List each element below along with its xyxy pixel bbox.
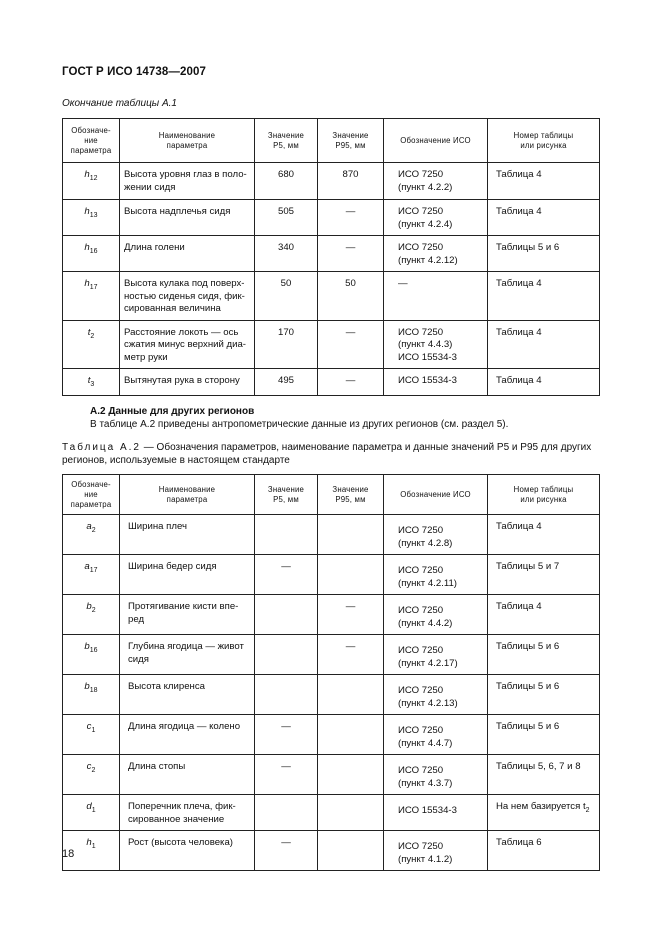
table2-caption-lead: Таблица А.2 — [62, 442, 141, 453]
param-iso: — — [384, 272, 488, 321]
param-p5 — [255, 595, 318, 635]
param-ref: Таблицы 5 и 6 — [488, 236, 600, 272]
symbol-letter: b — [84, 681, 90, 692]
param-iso: ИСО 7250 (пункт 4.2.8) — [384, 515, 488, 555]
symbol-subscript: 1 — [91, 806, 96, 814]
param-symbol — [63, 795, 120, 831]
table2-row — [63, 595, 600, 635]
symbol-subscript: 16 — [89, 247, 98, 255]
param-p5: — — [255, 555, 318, 595]
param-ref: Таблица 4 — [488, 595, 600, 635]
table1-body — [63, 163, 600, 396]
param-p95 — [318, 715, 384, 755]
param-symbol — [63, 163, 120, 200]
param-p95: — — [318, 369, 384, 396]
symbol-letter: a — [84, 561, 90, 572]
param-name: Глубина ягодица — живот сидя — [120, 635, 255, 675]
param-symbol — [63, 236, 120, 272]
symbol-letter: h — [84, 206, 90, 217]
param-p5: — — [255, 831, 318, 871]
param-name: Высота надплечья сидя — [120, 200, 255, 236]
table1-header-col-p95: Значение Р95, мм — [318, 119, 384, 163]
param-name: Поперечник плеча, фик- сированное значение — [120, 795, 255, 831]
param-name: Протягивание кисти впе- ред — [120, 595, 255, 635]
table2-row — [63, 675, 600, 715]
symbol-letter: a — [86, 521, 92, 532]
symbol-letter: t — [87, 375, 91, 386]
param-p5 — [255, 515, 318, 555]
table2-row — [63, 555, 600, 595]
param-p95 — [318, 795, 384, 831]
param-p5: 340 — [255, 236, 318, 272]
param-p5 — [255, 675, 318, 715]
param-iso: ИСО 7250 (пункт 4.2.13) — [384, 675, 488, 715]
param-name: Длина голени — [120, 236, 255, 272]
table2-header-col-iso: Обозначение ИСО — [384, 475, 488, 515]
param-p95: — — [318, 236, 384, 272]
param-ref: Таблица 4 — [488, 369, 600, 396]
param-iso: ИСО 15534-3 — [384, 795, 488, 831]
param-p5: 495 — [255, 369, 318, 396]
param-iso: ИСО 7250 (пункт 4.4.7) — [384, 715, 488, 755]
param-iso: ИСО 7250 (пункт 4.2.17) — [384, 635, 488, 675]
param-name: Длина стопы — [120, 755, 255, 795]
table1-caption: Окончание таблицы А.1 — [62, 98, 177, 109]
table2-caption-text: — Обозначения параметров, наименование параметра и данные значений Р5 и Р95 для других регионов, используемые в настоящем стандарте — [62, 442, 592, 466]
table2-header-col-p95: Значение Р95, мм — [318, 475, 384, 515]
param-iso: ИСО 7250 (пункт 4.2.2) — [384, 163, 488, 200]
symbol-subscript: 16 — [89, 646, 98, 654]
param-name: Высота уровня глаз в поло- жении сидя — [120, 163, 255, 200]
table2-caption — [62, 441, 602, 467]
param-ref: Таблица 4 — [488, 272, 600, 321]
param-symbol — [63, 755, 120, 795]
param-symbol — [63, 369, 120, 396]
table1-row — [63, 369, 600, 396]
param-symbol — [63, 555, 120, 595]
param-name: Ширина плеч — [120, 515, 255, 555]
param-symbol — [63, 515, 120, 555]
param-p5: — — [255, 715, 318, 755]
symbol-letter: h — [84, 169, 90, 180]
ref-subscript: 2 — [585, 806, 590, 814]
symbol-letter: c — [86, 721, 92, 732]
param-ref: Таблицы 5 и 6 — [488, 635, 600, 675]
symbol-letter: h — [84, 278, 90, 289]
section-text: В таблице А.2 приведены антропометрические данные из других регионов (см. раздел 5). — [90, 419, 509, 430]
param-symbol — [63, 635, 120, 675]
table1-header-col-symbol: Обозначе- ние параметра — [63, 119, 120, 163]
param-p95: — — [318, 595, 384, 635]
table-a1-end — [62, 118, 600, 396]
param-iso: ИСО 7250 (пункт 4.2.4) — [384, 200, 488, 236]
symbol-letter: c — [86, 761, 92, 772]
param-name: Вытянутая рука в сторону — [120, 369, 255, 396]
symbol-subscript: 2 — [91, 606, 96, 614]
param-p95 — [318, 675, 384, 715]
table2-row — [63, 755, 600, 795]
param-p95: — — [318, 635, 384, 675]
param-p5 — [255, 795, 318, 831]
table1-row — [63, 320, 600, 369]
param-ref: Таблица 4 — [488, 163, 600, 200]
param-ref: Таблица 6 — [488, 831, 600, 871]
param-ref: Таблица 4 — [488, 200, 600, 236]
symbol-subscript: 17 — [89, 566, 98, 574]
symbol-subscript: 17 — [89, 283, 98, 291]
symbol-subscript: 12 — [89, 174, 98, 182]
param-name: Длина ягодица — колено — [120, 715, 255, 755]
param-symbol — [63, 595, 120, 635]
param-ref: Таблицы 5 и 6 — [488, 715, 600, 755]
param-ref: Таблица 4 — [488, 320, 600, 369]
param-iso: ИСО 7250 (пункт 4.4.2) — [384, 595, 488, 635]
symbol-subscript: 2 — [91, 766, 96, 774]
table2-row — [63, 795, 600, 831]
symbol-subscript: 2 — [91, 526, 96, 534]
param-p5: — — [255, 755, 318, 795]
symbol-letter: t — [87, 326, 91, 338]
param-symbol — [63, 320, 120, 369]
symbol-letter: b — [86, 601, 92, 612]
symbol-subscript: 13 — [89, 211, 98, 219]
table1-header-row — [63, 119, 600, 163]
table2-header-col-symbol: Обозначе- ние параметра — [63, 475, 120, 515]
table2-row — [63, 515, 600, 555]
param-symbol — [63, 200, 120, 236]
table1-row — [63, 163, 600, 200]
param-p5: 50 — [255, 272, 318, 321]
param-p95: — — [318, 200, 384, 236]
table2-header-col-ref: Номер таблицы или рисунка — [488, 475, 600, 515]
param-symbol — [63, 272, 120, 321]
param-p95 — [318, 515, 384, 555]
param-p95: — — [318, 320, 384, 369]
symbol-letter: d — [86, 801, 92, 812]
symbol-subscript: 1 — [91, 842, 96, 850]
symbol-subscript: 2 — [90, 332, 95, 340]
param-name: Высота кулака под поверх- ностью сиденья сидя, фик- сированная величина — [120, 272, 255, 321]
param-iso: ИСО 7250 (пункт 4.3.7) — [384, 755, 488, 795]
param-p5: 680 — [255, 163, 318, 200]
param-p95: 50 — [318, 272, 384, 321]
symbol-letter: h — [84, 242, 90, 253]
param-iso: ИСО 7250 (пункт 4.1.2) — [384, 831, 488, 871]
table1-row — [63, 236, 600, 272]
param-ref: Таблицы 5 и 6 — [488, 675, 600, 715]
param-iso: ИСО 7250 (пункт 4.4.3) ИСО 15534-3 — [384, 320, 488, 369]
param-iso: ИСО 7250 (пункт 4.2.11) — [384, 555, 488, 595]
symbol-subscript: 1 — [91, 726, 96, 734]
table2-row — [63, 715, 600, 755]
symbol-letter: b — [84, 641, 90, 652]
ref-text: На нем базируется t — [496, 801, 586, 812]
table1-row — [63, 272, 600, 321]
table2-header-col-name: Наименование параметра — [120, 475, 255, 515]
table1-row — [63, 200, 600, 236]
param-p5: 505 — [255, 200, 318, 236]
param-name: Рост (высота человека) — [120, 831, 255, 871]
param-symbol — [63, 675, 120, 715]
table2-body — [63, 515, 600, 871]
table2-header-col-p5: Значение Р5, мм — [255, 475, 318, 515]
param-p5: 170 — [255, 320, 318, 369]
table-a2 — [62, 474, 600, 871]
param-symbol — [63, 715, 120, 755]
table1-header-col-p5: Значение Р5, мм — [255, 119, 318, 163]
param-ref: Таблицы 5 и 7 — [488, 555, 600, 595]
symbol-subscript: 18 — [89, 686, 98, 694]
table2-row — [63, 831, 600, 871]
param-p95 — [318, 555, 384, 595]
table1-header-col-ref: Номер таблицы или рисунка — [488, 119, 600, 163]
param-p95 — [318, 831, 384, 871]
param-iso: ИСО 15534-3 — [384, 369, 488, 396]
param-ref — [488, 795, 600, 831]
table1-header-col-name: Наименование параметра — [120, 119, 255, 163]
param-name: Расстояние локоть — ось сжатия минус верхний диа- метр руки — [120, 320, 255, 369]
table1-header-col-iso: Обозначение ИСО — [384, 119, 488, 163]
table2-row — [63, 635, 600, 675]
table2-header-row — [63, 475, 600, 515]
symbol-letter: h — [86, 837, 92, 848]
symbol-subscript: 3 — [90, 380, 95, 388]
param-ref: Таблицы 5, 6, 7 и 8 — [488, 755, 600, 795]
document-header: ГОСТ Р ИСО 14738—2007 — [62, 66, 207, 78]
param-p5 — [255, 635, 318, 675]
section-heading: А.2 Данные для других регионов — [90, 406, 255, 417]
param-ref: Таблица 4 — [488, 515, 600, 555]
param-iso: ИСО 7250 (пункт 4.2.12) — [384, 236, 488, 272]
param-p95: 870 — [318, 163, 384, 200]
param-name: Ширина бедер сидя — [120, 555, 255, 595]
param-p95 — [318, 755, 384, 795]
page-number: 18 — [62, 848, 75, 860]
param-name: Высота клиренса — [120, 675, 255, 715]
